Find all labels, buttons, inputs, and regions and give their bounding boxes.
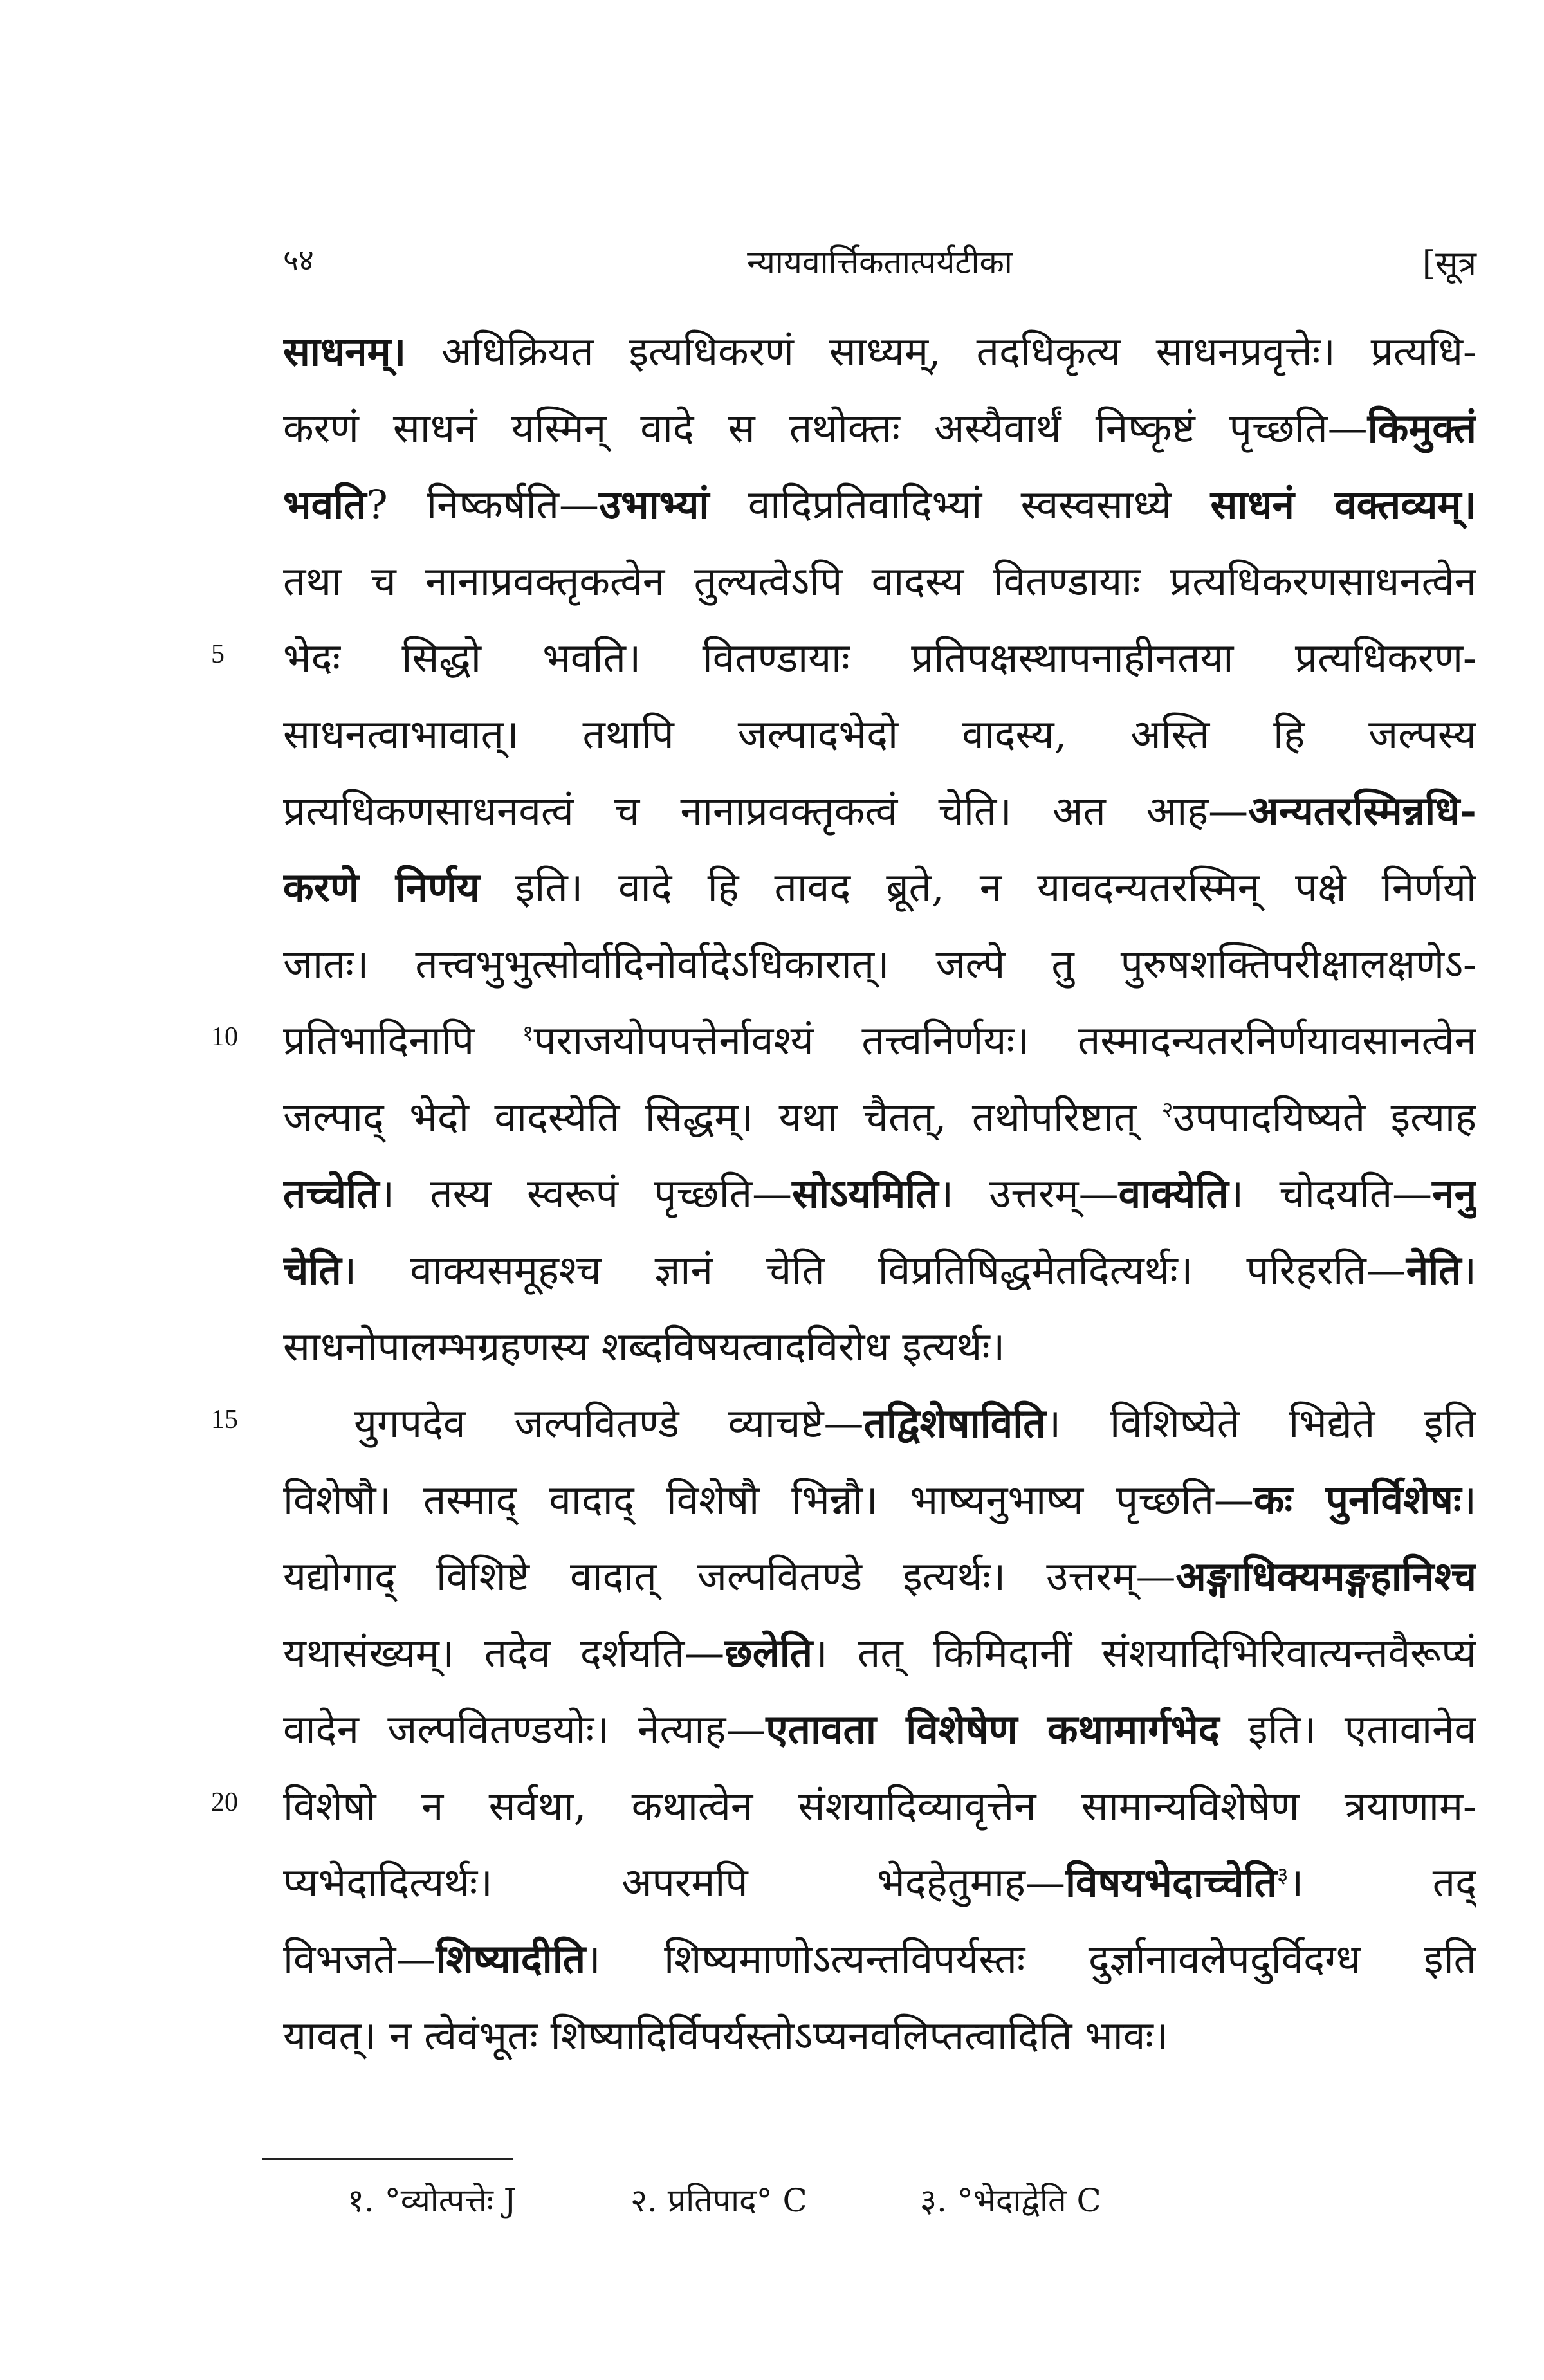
page-header [283, 239, 1476, 291]
text-line [283, 543, 1476, 619]
text-line [283, 466, 1476, 543]
line-number: 15 [211, 1405, 238, 1434]
text-span: युगपदेव जल्पवितण्डे व्याचष्टे— [354, 1400, 864, 1447]
footnotes [347, 2177, 1248, 2229]
bold-lemma: तद्विशेषाविति [863, 1400, 1046, 1447]
text-span: विशेषो न सर्वथा, कथात्वेन संशयादिव्यावृत्तेन सामान्यविशेषेण त्रयाणाम- [283, 1782, 1476, 1829]
footnote-ref: ३ [1277, 1862, 1289, 1889]
text-line [283, 1691, 1476, 1768]
bold-lemma: भवति [283, 481, 367, 528]
bold-lemma: कः पुनर्विशेषः [1253, 1476, 1462, 1523]
text-line [283, 1921, 1476, 1997]
footnote-ref: १ [522, 1020, 534, 1047]
bold-lemma: किमुक्तं [1367, 405, 1476, 452]
text-span: । चोदयति— [1228, 1170, 1433, 1217]
bold-lemma: उभाभ्यां [599, 481, 710, 528]
text-line [283, 1768, 1476, 1844]
text-line [283, 1002, 1476, 1079]
text-line [283, 1997, 1476, 2074]
text-span: यावत्। न त्वेवंभूतः शिष्यादिर्विपर्यस्तोऽप्यनवलिप्तत्वादिति भावः। [283, 2012, 1169, 2059]
text-span: विशेषौ। तस्माद् वादाद् विशेषौ भिन्नौ। भाष्यनुभाष्य पृच्छति— [283, 1476, 1254, 1523]
bold-lemma: चेति [283, 1247, 342, 1294]
bold-lemma: तच्चेति [283, 1170, 380, 1217]
bold-lemma: छलेति [724, 1629, 813, 1676]
text-line [283, 1079, 1476, 1155]
bold-lemma: साधनम्। [283, 328, 407, 375]
text-span: । उत्तरम्— [938, 1170, 1119, 1217]
text-line [283, 696, 1476, 773]
line-number: 20 [211, 1788, 238, 1817]
line-number: 5 [211, 639, 225, 669]
text-span: । तत् किमिदानीं संशयादिभिरिवात्यन्तवैरूप्यं [813, 1629, 1476, 1676]
text-line [283, 849, 1476, 926]
text-span: यद्योगाद् विशिष्टे वादात् जल्पवितण्डे इत्यर्थः। उत्तरम्— [283, 1553, 1176, 1600]
text-line [283, 1538, 1476, 1615]
footnote-2: २. प्रतिपाद° C [630, 2182, 807, 2219]
text-span: । विशिष्येते भिद्येते इति [1045, 1400, 1476, 1447]
bold-lemma: सोऽयमिति [792, 1170, 939, 1217]
text-span: ? निष्कर्षति— [366, 481, 600, 528]
text-span: विभजते— [283, 1936, 436, 1982]
text-span: साधनोपालम्भग्रहणस्य शब्दविषयत्वादविरोध इत्यर्थः। [283, 1323, 1006, 1370]
text-span: जातः। तत्त्वभुभुत्सोर्वादिनोर्वादेऽधिकारात्। जल्पे तु पुरुषशक्तिपरीक्षालक्षणेऽ- [283, 940, 1476, 987]
text-span: इति। एतावानेव [1219, 1706, 1476, 1753]
bold-lemma: वाक्येति [1118, 1170, 1229, 1217]
text-span: । तस्य स्वरूपं पृच्छति— [379, 1170, 793, 1217]
text-span: भेदः सिद्धो भवति। वितण्डायाः प्रतिपक्षस्थापनाहीनतया प्रत्यधिकरण- [283, 634, 1476, 681]
text-span: उपपादयिष्यते इत्याह [1173, 1094, 1476, 1140]
bold-lemma: विषयभेदाच्चेति [1065, 1859, 1277, 1906]
footnote-rule [262, 2158, 513, 2160]
text-span: प्रत्यधिकणसाधनवत्वं च नानाप्रवक्तृकत्वं चेति। अत आह— [283, 787, 1249, 834]
text-span: प्यभेदादित्यर्थः। अपरमपि भेदहेतुमाह— [283, 1859, 1065, 1906]
text-line [283, 1385, 1476, 1461]
text-span: । वाक्यसमूहश्च ज्ञानं चेति विप्रतिषिद्धमेतदित्यर्थः। परिहरति— [341, 1247, 1406, 1294]
text-span: वादेन जल्पवितण्डयोः। नेत्याह— [283, 1706, 766, 1753]
bold-lemma: शिष्यादीति [436, 1936, 586, 1982]
bold-lemma: नेति [1406, 1247, 1462, 1294]
text-line [283, 390, 1476, 466]
text-span: वादिप्रतिवादिभ्यां स्वस्वसाध्ये [709, 481, 1211, 528]
text-span: जल्पाद् भेदो वादस्येति सिद्धम्। यथा चैतत्, तथोपरिष्टात् [283, 1094, 1162, 1140]
page-number: ५४ [283, 243, 314, 277]
commentary-text [283, 313, 1476, 2074]
text-span: । तद् [1288, 1859, 1476, 1906]
bold-lemma: अन्यतरस्मिन्नधि- [1248, 787, 1476, 834]
sutra-marker: [सूत्र [1422, 244, 1476, 283]
text-span: साधनत्वाभावात्। तथापि जल्पादभेदो वादस्य, अस्ति हि जल्पस्य [283, 711, 1476, 758]
text-span: इति। वादे हि तावद ब्रूते, न यावदन्यतरस्मिन् पक्षे निर्णयो [479, 864, 1476, 911]
bold-lemma: ननु [1432, 1170, 1476, 1217]
text-span: तथा च नानाप्रवक्तृकत्वेन तुल्यत्वेऽपि वादस्य वितण्डायाः प्रत्यधिकरणसाधनत्वेन [283, 558, 1476, 605]
text-line [283, 1308, 1476, 1385]
text-line [283, 1155, 1476, 1232]
bold-lemma: अङ्गाधिक्यमङ्गहानिश्च [1175, 1553, 1476, 1600]
text-span: । [1461, 1247, 1476, 1294]
text-span: यथासंख्यम्। तदेव दर्शयति— [283, 1629, 725, 1676]
text-span: प्रतिभादिनापि [283, 1017, 522, 1064]
running-title: न्यायवार्त्तिकतात्पर्यटीका [747, 244, 1013, 281]
text-line [283, 1461, 1476, 1538]
text-line [283, 313, 1476, 390]
text-line [283, 619, 1476, 696]
bold-lemma: एतावता विशेषेण कथामार्गभेद [766, 1706, 1220, 1753]
bold-lemma: करणे निर्णय [283, 864, 480, 911]
text-line [283, 1615, 1476, 1691]
text-span: । [1461, 1476, 1476, 1523]
text-span: करणं साधनं यस्मिन् वादे स तथोक्तः अस्यैवार्थं निष्कृष्टं पृच्छति— [283, 405, 1368, 452]
text-line [283, 1232, 1476, 1308]
footnote-1: १. °व्योत्पत्तेः J [347, 2182, 517, 2219]
text-line [283, 926, 1476, 1002]
text-span: अधिक्रियत इत्यधिकरणं साध्यम्, तदधिकृत्य साधनप्रवृत्तेः। प्रत्यधि- [406, 328, 1476, 375]
text-line [283, 773, 1476, 849]
bold-lemma: साधनं वक्तव्यम्। [1210, 481, 1476, 528]
text-span: पराजयोपपत्तेर्नावश्यं तत्त्वनिर्णयः। तस्मादन्यतरनिर्णयावसानत्वेन [533, 1017, 1476, 1064]
text-line [283, 1844, 1476, 1921]
footnote-3: ३. °भेदाद्वेति C [920, 2182, 1101, 2219]
line-number: 10 [211, 1022, 238, 1052]
text-span: । शिष्यमाणोऽत्यन्तविपर्यस्तः दुर्ज्ञानावलेपदुर्विदग्ध इति [585, 1936, 1476, 1982]
footnote-ref: २ [1161, 1097, 1173, 1123]
